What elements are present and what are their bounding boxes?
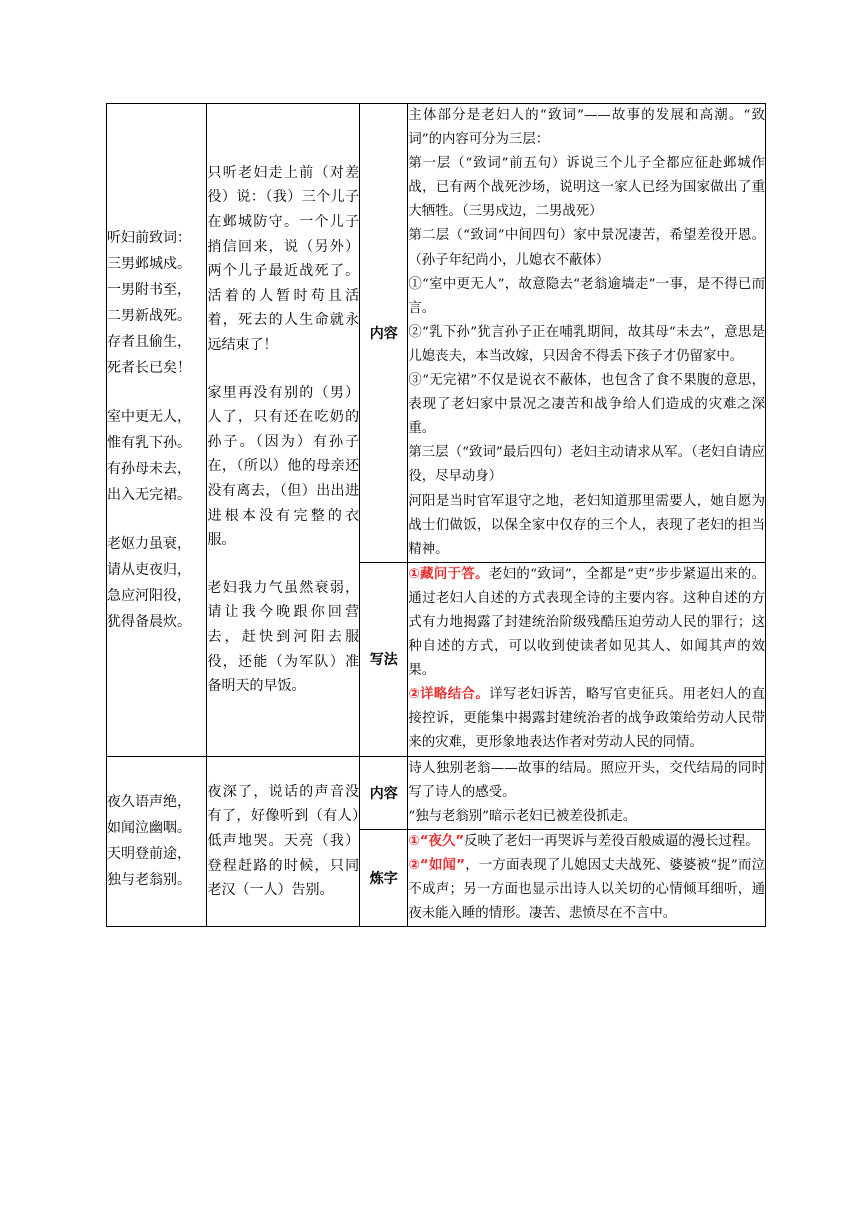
word-text: ，一方面表现了儿媳因丈夫战死、婆婆被“捉”而泣不成声；另一方面也显示出诗人以关切的心情倾耳细听，通夜未能入睡的情形。凄苦、悲愤尽在不言中。 (408, 857, 765, 922)
poem-line: 惟有乳下孙。 (107, 434, 191, 451)
method-highlight: ②详略结合。 (408, 687, 490, 703)
word-paragraph (408, 830, 765, 854)
section1-method (408, 562, 766, 756)
poem-line: 急应河阳役， (107, 587, 191, 604)
section2-content-row (107, 756, 766, 829)
poem-line: 夜久语声绝， (107, 794, 191, 811)
poem-line: 如闻泣幽咽。 (107, 820, 191, 837)
section2-word-choice (408, 829, 766, 926)
poem-line: 三男邺城戍。 (107, 255, 191, 272)
method-label: 写法 (360, 562, 408, 756)
translation-paragraph: 家里再没有别的（男）人了，只有还在吃奶的孙子。（因为）有孙子在，（所以）他的母亲还没有离去，（但）出出进进根本没有完整的衣服。 (207, 384, 360, 549)
content-paragraph: ①“室中更无人”，故意隐去“老翁逾墙走”一事，是不得已而言。 (408, 276, 765, 316)
content-paragraph: 诗人独别老翁——故事的结局。照应开头，交代结局的同时写了诗人的感受。 (408, 760, 765, 800)
poem-line: 犹得备晨炊。 (107, 613, 191, 630)
word-choice-label: 炼字 (360, 829, 408, 926)
section1-poem (107, 104, 207, 757)
section1-content-row (107, 104, 766, 563)
lesson-table (106, 103, 766, 927)
content-paragraph: 第一层（“致词”前五句）诉说三个儿子全都应征赴邺城作战，已有两个战死沙场，说明这一家人已经为国家做出了重大牺牲。（三男戍边，二男战死） (408, 156, 765, 220)
content-paragraph: 河阳是当时官军退守之地，老妇知道那里需要人，她自愿为战士们做饭，以保全家中仅存的三个人，表现了老妇的担当精神。 (408, 493, 765, 557)
poem-line: 死者长已矣！ (107, 359, 191, 376)
section2-content (408, 756, 766, 829)
word-highlight: ①“夜久” (408, 833, 465, 849)
translation-paragraph: 夜深了，说话的声音没有了，好像听到（有人）低声地哭。天亮（我）登程赶路的时候，只同老汉（一人）告别。 (207, 783, 360, 899)
method-paragraph (408, 563, 765, 683)
poem-line: 出入无完裙。 (107, 486, 191, 503)
method-highlight: ①藏问于答。 (408, 566, 489, 582)
poem-line: 二男新战死。 (107, 307, 191, 324)
section1-content (408, 104, 766, 563)
content-label: 内容 (360, 104, 408, 563)
poem-line: 听妇前致词： (107, 229, 191, 246)
section1-translation (207, 104, 360, 757)
paragraph-gap (207, 553, 359, 576)
translation-paragraph: 老妇我力气虽然衰弱，请让我今晚跟你回营去，赶快到河阳去服役，还能（为军队）准备明天的早饭。 (207, 579, 360, 695)
poem-line: 独与老翁别。 (107, 872, 191, 889)
stanza-gap (107, 508, 206, 531)
method-text: 老妇的“致词”，全都是“吏”步步紧逼出来的。通过老妇人自述的方式表现全诗的主要内容。这种自述的方式有力地揭露了封建统治阶级残酷压迫劳动人民的罪行；这种自述的方式，可以收到使读者如见其人、如闻其声的效果。 (408, 566, 765, 679)
content-paragraph: ②“乳下孙”犹言孙子正在哺乳期间，故其母“未去”，意思是儿媳丧夫，本当改嫁，只因舍不得丢下孩子才仍留家中。 (408, 324, 765, 364)
poem-line: 室中更无人， (107, 408, 191, 425)
word-text: 反映了老妇一再哭诉与差役百般威逼的漫长过程。 (464, 833, 759, 849)
word-paragraph (408, 854, 765, 926)
content-label: 内容 (360, 756, 408, 829)
content-paragraph: 第三层（“致词”最后四句）老妇主动请求从军。（老妇自请应役，尽早动身） (408, 445, 765, 485)
poem-line: 存者且偷生， (107, 333, 191, 350)
content-paragraph: 主体部分是老妇人的“致词”——故事的发展和高潮。“致词”的内容可分为三层： (408, 108, 765, 148)
poem-line: 老妪力虽衰， (107, 535, 191, 552)
section2-poem (107, 756, 207, 927)
poem-line: 请从吏夜归， (107, 561, 191, 578)
content-paragraph: 第二层（“致词”中间四句）家中景况凄苦，希望差役开恩。（孙子年纪尚小，儿媳衣不蔽体） (408, 228, 765, 268)
paragraph-gap (207, 358, 359, 381)
stanza-gap (107, 381, 206, 404)
word-highlight: ②“如闻” (408, 857, 465, 873)
content-paragraph: “独与老翁别”暗示老妇已被差役抓走。 (408, 808, 637, 824)
poem-line: 有孙母未去， (107, 460, 191, 477)
translation-paragraph: 只听老妇走上前（对差役）说：（我）三个儿子在邺城防守。一个儿子捎信回来，说（另外）两个儿子最近战死了。活着的人暂时苟且活着，死去的人生命就永远结束了！ (207, 164, 360, 353)
content-paragraph: ③“无完裙”不仅是说衣不蔽体，也包含了食不果腹的意思，表现了老妇家中景况之凄苦和战争给人们造成的灾难之深重。 (408, 373, 765, 437)
section2-translation (207, 756, 360, 927)
poem-line: 一男附书至， (107, 281, 191, 298)
poem-line: 天明登前途， (107, 846, 191, 863)
method-paragraph (408, 683, 765, 755)
method-text: 详写老妇诉苦，略写官吏征兵。用老妇人的直接控诉，更能集中揭露封建统治者的战争政策给劳动人民带来的灾难，更形象地表达作者对劳动人民的同情。 (408, 687, 766, 751)
